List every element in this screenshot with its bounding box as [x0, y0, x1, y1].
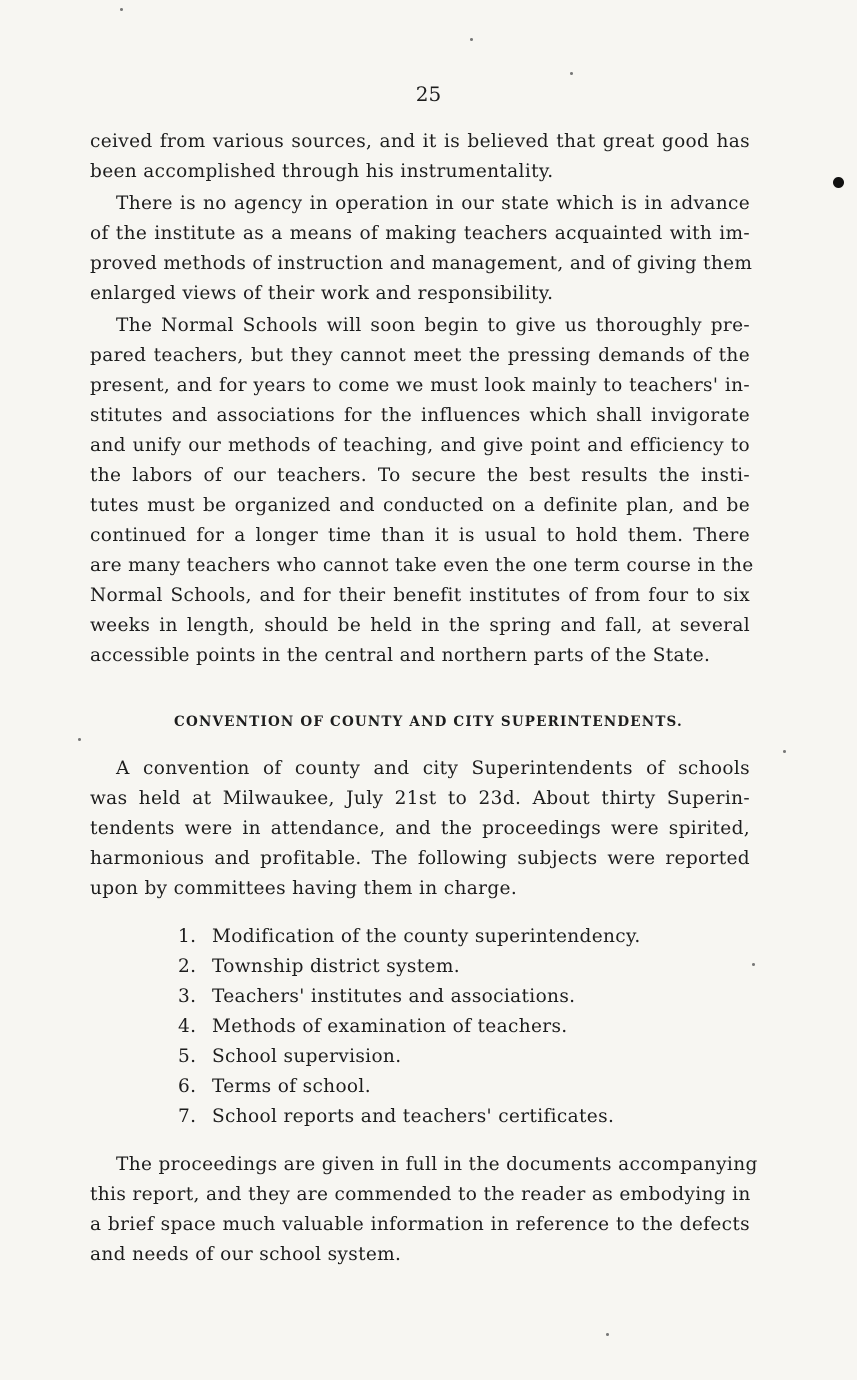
list-text: Methods of examination of teachers. [212, 1016, 568, 1037]
paragraph-normal-schools [90, 311, 754, 671]
list-item [178, 922, 698, 952]
text-line: harmonious and profitable. The following subjects were reported [90, 848, 750, 869]
paper-speck [606, 1333, 609, 1336]
text-line: continued for a longer time than it is usual to hold them. There [90, 525, 750, 546]
list-item [178, 1072, 698, 1102]
list-text: School supervision. [212, 1046, 402, 1067]
list-number: 4. [178, 1016, 197, 1037]
text-line: enlarged views of their work and responsibility. [90, 283, 554, 304]
paragraph-institute [90, 189, 753, 309]
list-number: 6. [178, 1076, 197, 1097]
paper-speck [120, 8, 123, 11]
list-item [178, 1042, 698, 1072]
text-line: Normal Schools, and for their benefit institutes of from four to six [90, 585, 750, 606]
list-text: Teachers' institutes and associations. [212, 986, 576, 1007]
text-line: tutes must be organized and conducted on a definite plan, and be [90, 495, 750, 516]
text-line: stitutes and associations for the influences which shall invigorate [90, 405, 750, 426]
text-line: proved methods of instruction and management, and of giving them [90, 253, 753, 274]
list-number: 5. [178, 1046, 197, 1067]
section-heading: CONVENTION OF COUNTY AND CITY SUPERINTENDENTS. [174, 714, 683, 730]
list-text: Terms of school. [212, 1076, 371, 1097]
text-line: of the institute as a means of making teachers acquainted with im- [90, 223, 750, 244]
list-text: Township district system. [212, 956, 460, 977]
text-line: pared teachers, but they cannot meet the pressing demands of the [90, 345, 750, 366]
text-line: and unify our methods of teaching, and give point and efficiency to [90, 435, 750, 456]
paragraph-proceedings [90, 1150, 758, 1270]
text-line: tendents were in attendance, and the proceedings were spirited, [90, 818, 750, 839]
list-item [178, 1012, 698, 1042]
text-line: a brief space much valuable information in reference to the defects [90, 1214, 750, 1235]
paragraph-continued [90, 127, 750, 187]
list-number: 3. [178, 986, 197, 1007]
text-line: A convention of county and city Superintendents of schools [116, 758, 750, 779]
text-line: was held at Milwaukee, July 21st to 23d. About thirty Superin- [90, 788, 750, 809]
paper-speck [78, 738, 81, 741]
text-line: accessible points in the central and northern parts of the State. [90, 645, 711, 666]
list-item [178, 952, 698, 982]
text-line: are many teachers who cannot take even the one term course in the [90, 555, 754, 576]
page-number: 25 [415, 82, 442, 106]
paper-speck [470, 38, 473, 41]
list-item [178, 982, 698, 1012]
text-line: been accomplished through his instrumentality. [90, 161, 554, 182]
paper-speck [752, 963, 755, 966]
list-text: Modification of the county superintendency. [212, 926, 641, 947]
paragraph-convention [90, 754, 750, 904]
list-number: 1. [178, 926, 197, 947]
text-line: The proceedings are given in full in the documents accompanying [116, 1154, 758, 1175]
text-line: this report, and they are commended to the reader as embodying in [90, 1184, 751, 1205]
text-line: upon by committees having them in charge. [90, 878, 518, 899]
text-line: and needs of our school system. [90, 1244, 402, 1265]
text-line: ceived from various sources, and it is believed that great good has [90, 131, 750, 152]
list-text: School reports and teachers' certificates. [212, 1106, 615, 1127]
text-line: present, and for years to come we must look mainly to teachers' in- [90, 375, 750, 396]
paper-speck [570, 72, 573, 75]
text-line: There is no agency in operation in our state which is in advance [116, 193, 750, 214]
text-line: weeks in length, should be held in the spring and fall, at several [90, 615, 750, 636]
list-item [178, 1102, 698, 1132]
list-number: 7. [178, 1106, 197, 1127]
ink-blot [833, 177, 844, 188]
list-number: 2. [178, 956, 197, 977]
paper-speck [783, 750, 786, 753]
text-line: the labors of our teachers. To secure the best results the insti- [90, 465, 750, 486]
subjects-list [178, 922, 698, 1132]
text-line: The Normal Schools will soon begin to give us thoroughly pre- [116, 315, 750, 336]
